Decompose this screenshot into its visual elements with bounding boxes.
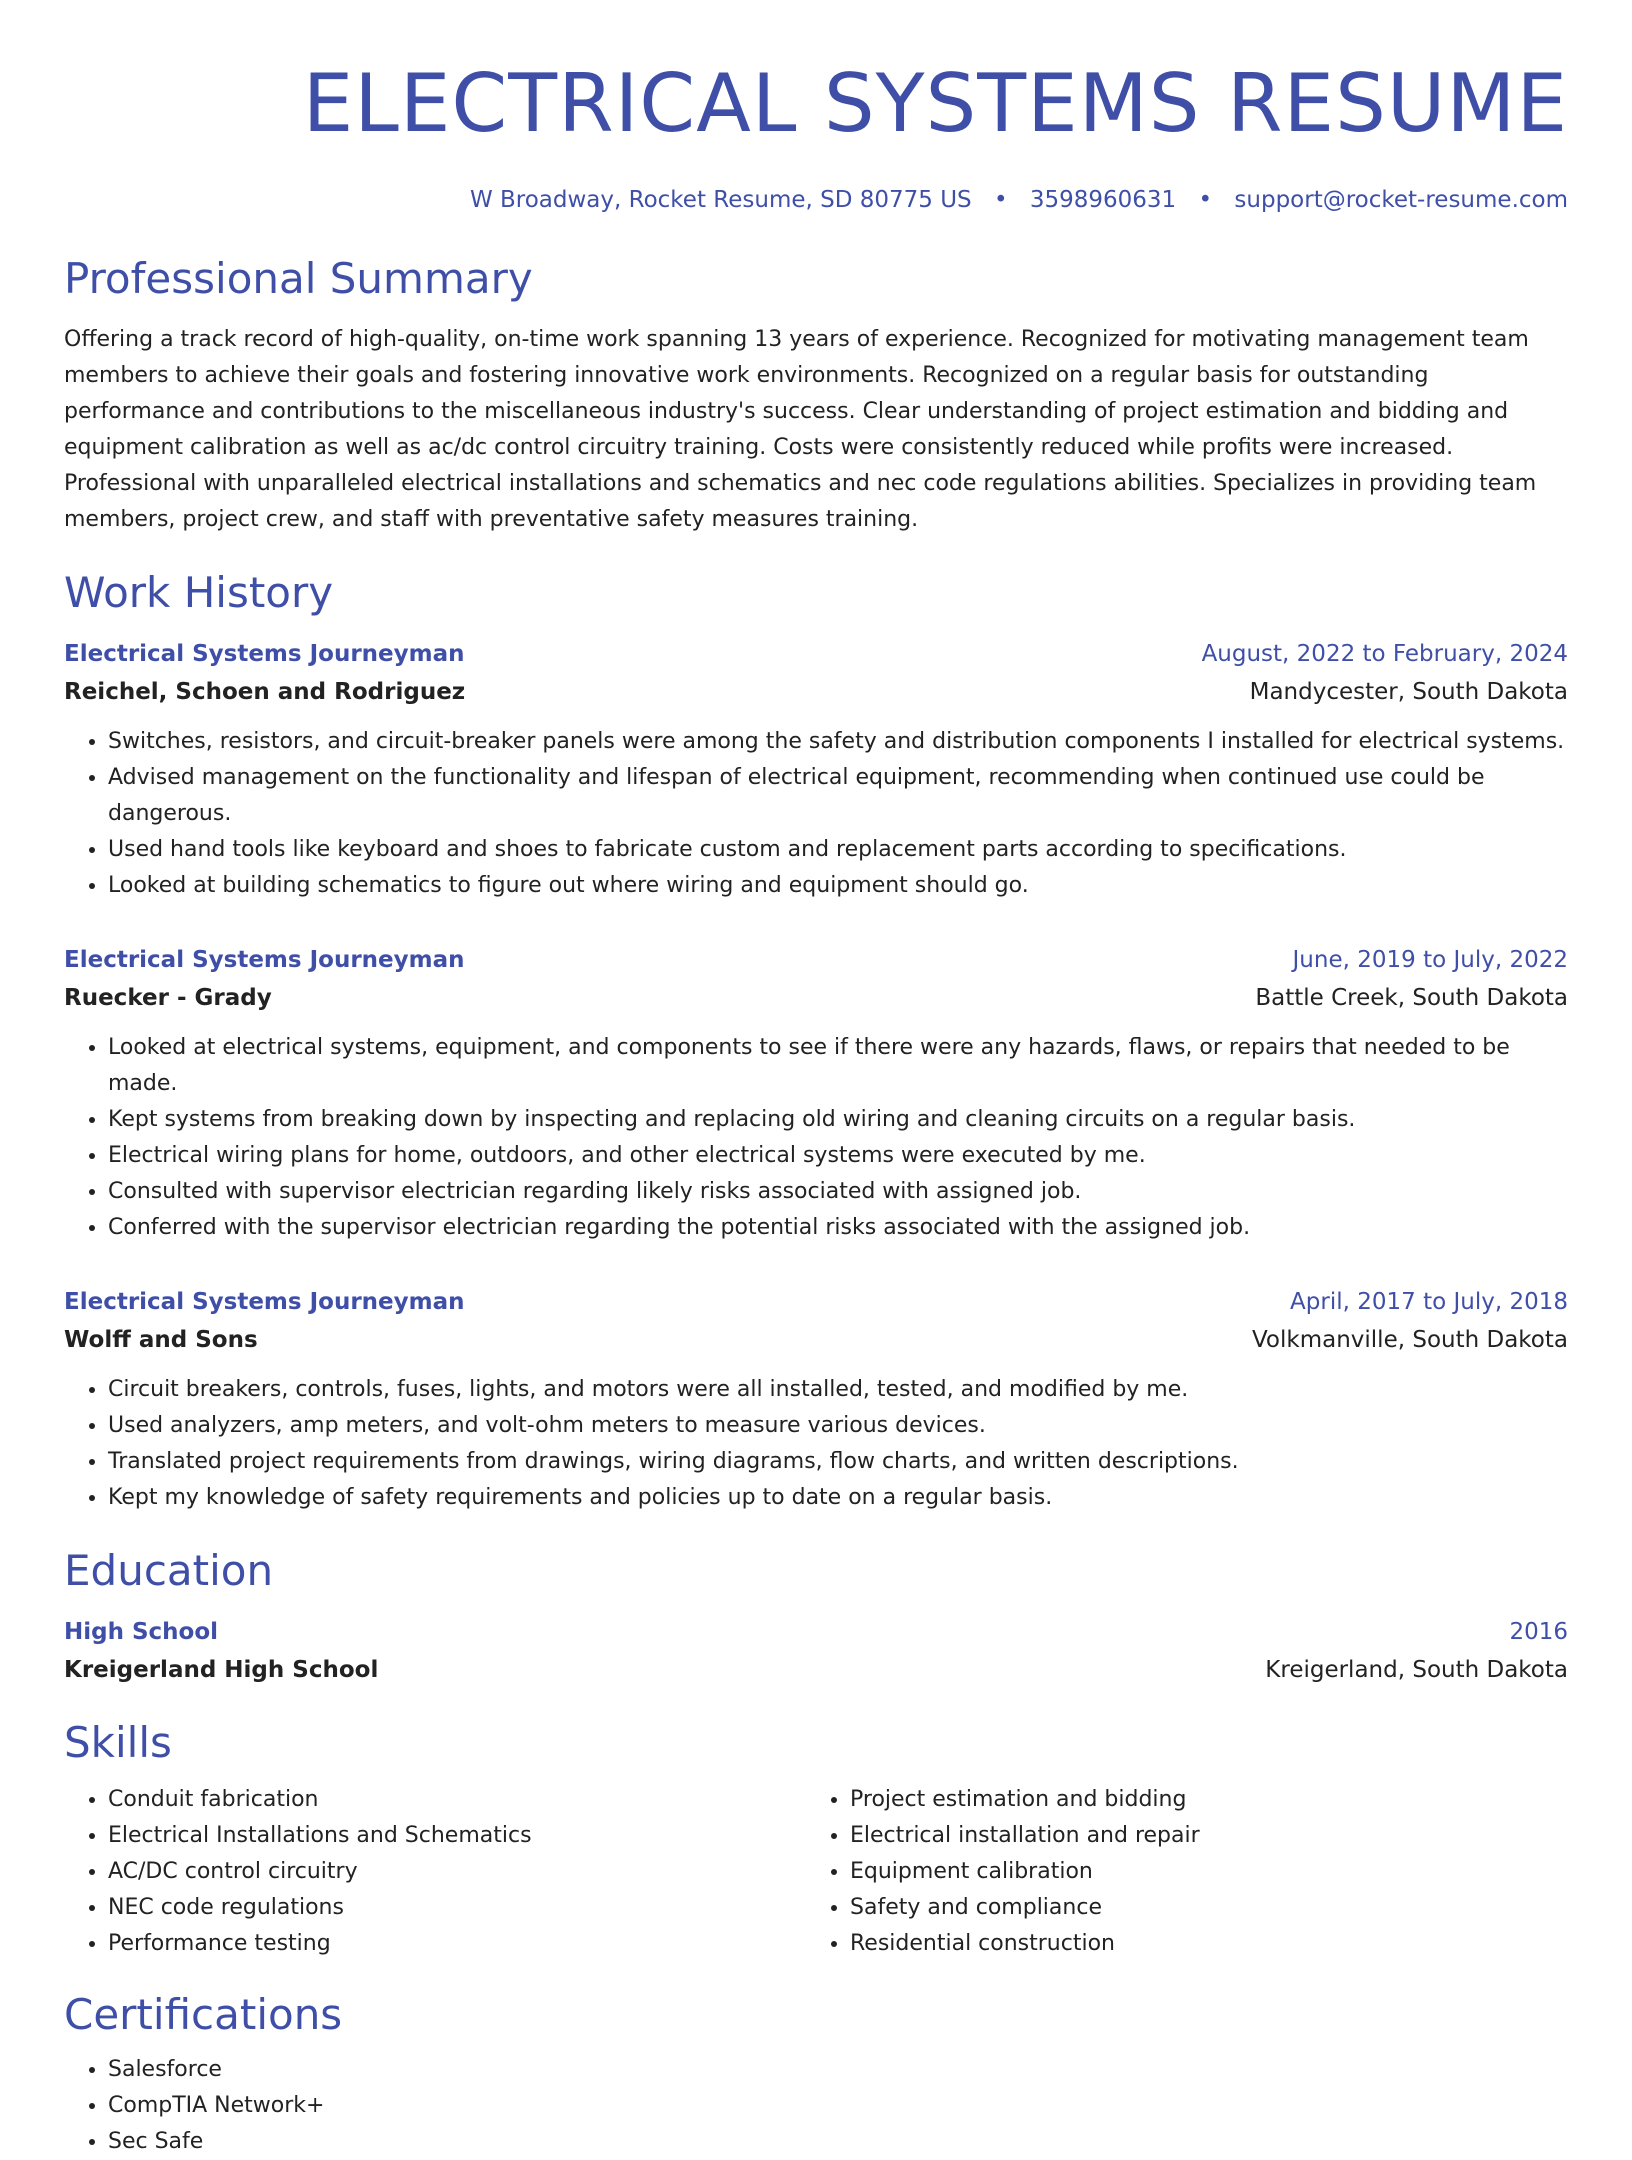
job-entry: [64, 942, 1568, 1246]
job-employer: Wolff and Sons: [64, 1327, 258, 1353]
resume-title: ELECTRICAL SYSTEMS RESUME: [302, 57, 1568, 150]
summary-text: Offering a track record of high-quality, on-time work spanning 13 years of experience. Recognized for motivating management team members to achieve their goals and fostering innovative work environments. Recognized on a regular basis for outstanding performance and contributions to the miscellaneous industry's success. Clear understanding of project estimation and bidding and equipment calibration as well as ac/dc control circuitry training. Costs were consistently reduced while profits were increased. Professional with unparalleled electrical installations and schematics and nec code regulations abilities. Specializes in providing team members, project crew, and staff with preventative safety measures training.: [64, 327, 1537, 532]
job-bullet: • Electrical wiring plans for home, outdoors, and other electrical systems were executed by me.: [108, 1138, 1568, 1174]
job-bullet: • Circuit breakers, controls, fuses, lights, and motors were all installed, tested, and modified by me.: [108, 1372, 1568, 1408]
contact-address: W Broadway, Rocket Resume, SD 80775 US: [469, 187, 972, 213]
skills-list: [64, 1782, 1568, 1962]
skills-column-left: [64, 1782, 806, 1962]
education-degree: High School: [64, 1619, 219, 1645]
certification-item: • CompTIA Network+: [108, 2088, 1568, 2124]
job-bullet: • Looked at electrical systems, equipment, and components to see if there were any hazards, flaws, or repairs that needed to be made.: [108, 1030, 1568, 1102]
certification-item: • Sec Safe: [108, 2124, 1568, 2160]
education-location: Kreigerland, South Dakota: [1265, 1657, 1568, 1683]
contact-line: [64, 186, 1568, 214]
education-heading: Education: [64, 1546, 274, 1595]
job-title: Electrical Systems Journeyman: [64, 947, 465, 973]
job-entry: [64, 1284, 1568, 1516]
skills-heading: Skills: [64, 1718, 172, 1767]
job-location: Mandycester, South Dakota: [1249, 679, 1568, 705]
skill-item: • Project estimation and bidding: [850, 1782, 1548, 1818]
job-location: Battle Creek, South Dakota: [1255, 985, 1568, 1011]
job-bullet: • Used hand tools like keyboard and shoes to fabricate custom and replacement parts according to specifications.: [108, 832, 1568, 868]
job-bullet: • Translated project requirements from drawings, wiring diagrams, flow charts, and written descriptions.: [108, 1444, 1568, 1480]
skill-item: • NEC code regulations: [108, 1890, 806, 1926]
job-bullet: • Switches, resistors, and circuit-breaker panels were among the safety and distribution components I installed for electrical systems.: [108, 724, 1568, 760]
work-history-heading: Work History: [64, 568, 334, 617]
skill-item: • Equipment calibration: [850, 1854, 1548, 1890]
skills-column-right: [806, 1782, 1548, 1962]
job-location: Volkmanville, South Dakota: [1251, 1327, 1568, 1353]
job-bullets: [64, 724, 1568, 904]
job-dates: August, 2022 to February, 2024: [1201, 641, 1568, 667]
job-bullet: • Used analyzers, amp meters, and volt-ohm meters to measure various devices.: [108, 1408, 1568, 1444]
certifications-list: [64, 2052, 1568, 2160]
job-title: Electrical Systems Journeyman: [64, 1289, 465, 1315]
job-employer: Reichel, Schoen and Rodriguez: [64, 679, 466, 705]
job-bullet: • Consulted with supervisor electrician regarding likely risks associated with assigned job.: [108, 1174, 1568, 1210]
skill-item: • Residential construction: [850, 1926, 1548, 1962]
job-employer: Ruecker - Grady: [64, 985, 272, 1011]
certification-item: • Salesforce: [108, 2052, 1568, 2088]
education-year: 2016: [1509, 1619, 1568, 1645]
education-school: Kreigerland High School: [64, 1657, 379, 1683]
skill-item: • Conduit fabrication: [108, 1782, 806, 1818]
education-entry: [64, 1614, 1568, 1690]
job-bullets: [64, 1030, 1568, 1246]
job-dates: April, 2017 to July, 2018: [1290, 1289, 1568, 1315]
job-bullets: [64, 1372, 1568, 1516]
separator-dot: •: [1198, 187, 1213, 213]
skill-item: • Performance testing: [108, 1926, 806, 1962]
certifications-heading: Certifications: [64, 1990, 343, 2039]
separator-dot: •: [993, 187, 1008, 213]
job-entry: [64, 636, 1568, 904]
job-title: Electrical Systems Journeyman: [64, 641, 465, 667]
contact-email: support@rocket-resume.com: [1234, 187, 1568, 213]
job-dates: June, 2019 to July, 2022: [1292, 947, 1568, 973]
job-bullet: • Looked at building schematics to figure out where wiring and equipment should go.: [108, 868, 1568, 904]
job-bullet: • Conferred with the supervisor electrician regarding the potential risks associated with the assigned job.: [108, 1210, 1568, 1246]
skill-item: • AC/DC control circuitry: [108, 1854, 806, 1890]
skill-item: • Electrical Installations and Schematics: [108, 1818, 806, 1854]
job-bullet: • Advised management on the functionality and lifespan of electrical equipment, recommending when continued use could be dangerous.: [108, 760, 1568, 832]
contact-phone: 3598960631: [1029, 187, 1177, 213]
job-bullet: • Kept systems from breaking down by inspecting and replacing old wiring and cleaning circuits on a regular basis.: [108, 1102, 1568, 1138]
job-bullet: • Kept my knowledge of safety requirements and policies up to date on a regular basis.: [108, 1480, 1568, 1516]
summary-heading: Professional Summary: [64, 254, 533, 303]
skill-item: • Electrical installation and repair: [850, 1818, 1548, 1854]
skill-item: • Safety and compliance: [850, 1890, 1548, 1926]
